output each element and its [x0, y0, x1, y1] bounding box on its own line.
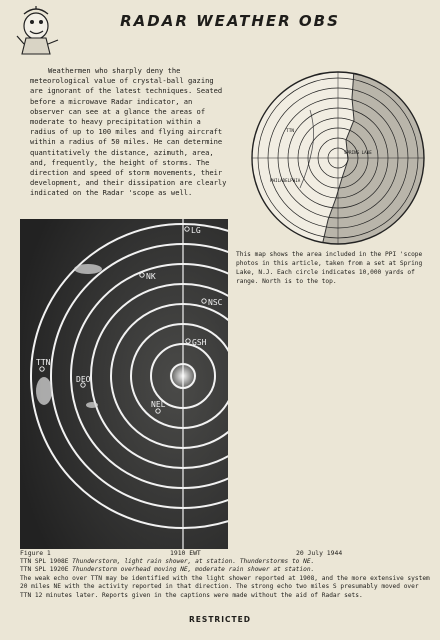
map-caption: This map shows the area included in the PPI 'scope photos in this article, taken from a set at Spring Lake, N.J. Each circle indicates 10,000 yards of range. North is to the top.	[236, 251, 423, 285]
figure-time: 1910 EWT	[170, 549, 201, 557]
report-code-1: TTN SPL 1908E	[20, 558, 69, 565]
report-code-2: TTN SPL 1920E	[20, 566, 69, 574]
page-title: RADAR WEATHER OBS	[120, 12, 340, 30]
report-text-2: Thunderstorm overhead moving NE, moderate rain shower at station.	[72, 566, 315, 574]
radar-mascot-illustration	[14, 6, 62, 58]
scope-label-nk: NK	[146, 272, 156, 281]
range-map-figure	[250, 70, 426, 246]
map-label-philadelphia: PHILADELPHIA	[270, 178, 301, 183]
scope-label-lg: LG	[191, 226, 201, 235]
ppi-scope-photo	[20, 219, 228, 549]
echo-south	[86, 402, 98, 408]
scope-label-gsh: GSH	[192, 338, 207, 347]
echo-ttn	[36, 377, 52, 405]
report-text-1: Thunderstorm, light rain shower, at station. Thunderstorms to NE.	[72, 558, 315, 565]
scope-label-nsc: NSC	[208, 298, 223, 307]
intro-paragraph: Weathermen who sharply deny the meteorological value of crystal-ball gazing are ignorant of the latest techniques. Seated before a microwave Radar indicator, an observer can see at a glance the areas of moderate to heavy precipitation within a radius of up to 100 miles and flying aircraft within a radius of 50 miles. He can determine quantitatively the distance, azimuth, area, and, frequently, the height of storms. The direction and speed of storm movements, their development, and their dissipation are clearly indicated on the Radar 'scope as well.	[30, 66, 227, 198]
figure-number: Figure 1	[20, 549, 51, 557]
scope-label-ttn: TTN	[36, 358, 51, 367]
figure-caption	[20, 558, 432, 600]
map-label-ttn: TTN	[286, 129, 295, 134]
scope-label-deo: DEO	[76, 375, 91, 384]
map-label-spring-lake: SPRING LAKE	[344, 150, 372, 155]
echo-north-east	[74, 264, 102, 274]
classification-footer: RESTRICTED	[189, 615, 251, 624]
caption-body: The weak echo over TTN may be identified with the light shower reported at 1908, and the more extensive system 20 miles NE with the activity reported in that direction. The strong echo two miles S presumably moved over TTN 12 minutes later. Reports given in the captions were made without the aid of Radar sets.	[20, 574, 430, 599]
scope-label-nel: NEL	[151, 400, 166, 409]
figure-date: 20 July 1944	[296, 549, 343, 557]
